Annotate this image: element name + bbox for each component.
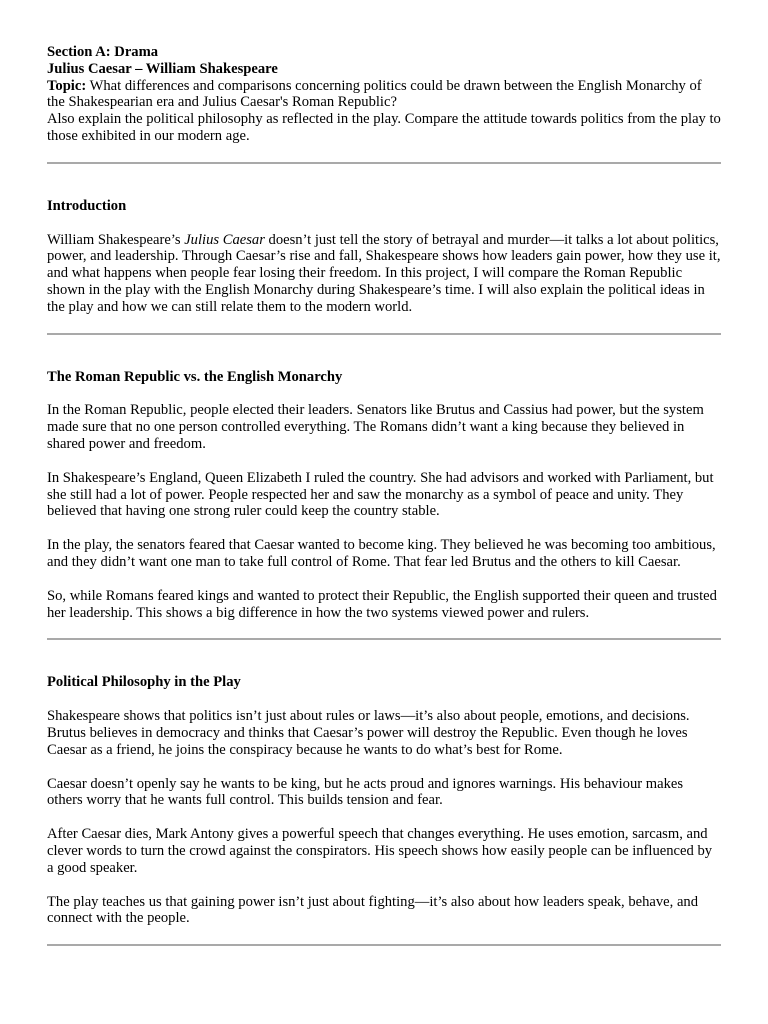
philosophy-paragraph: The play teaches us that gaining power isn’t just about fighting—it’s also about how leaders speak, behave, and connect with the people. (47, 893, 699, 927)
instructions-text: Also explain the political philosophy as reflected in the play. Compare the attitude towards politics from the play to those exhibited in our modern age. (47, 111, 721, 144)
topic-label: Topic: (47, 77, 87, 94)
topic-line (47, 78, 721, 112)
introduction-section (47, 198, 721, 316)
section-divider (47, 638, 721, 640)
comparison-paragraph: So, while Romans feared kings and wanted to protect their Republic, the English supported their queen and trusted her leadership. This shows a big difference in how the two systems viewed power and rulers. (47, 587, 717, 621)
play-title-italic: Julius Caesar (184, 231, 265, 248)
philosophy-heading: Political Philosophy in the Play (47, 674, 241, 691)
philosophy-paragraph: After Caesar dies, Mark Antony gives a powerful speech that changes everything. He uses emotion, sarcasm, and clever words to turn the crowd against the conspirators. His speech shows how easily people can be influenced by a good speaker. (47, 826, 713, 876)
philosophy-section (47, 674, 721, 927)
philosophy-paragraph: Caesar doesn’t openly say he wants to be king, but he acts proud and ignores warnings. His behaviour makes others worry that he wants full control. This builds tension and fear. (47, 775, 684, 809)
introduction-heading: Introduction (47, 197, 127, 214)
comparison-paragraph: In Shakespeare’s England, Queen Elizabeth I ruled the country. She had advisors and worked with Parliament, but she still had a lot of power. People respected her and saw the monarchy as a symbol of peace and unity. They believed that having one strong ruler could keep the country stable. (47, 469, 714, 520)
play-title: Julius Caesar – William Shakespeare (47, 60, 278, 77)
comparison-section (47, 369, 721, 622)
section-divider (47, 944, 721, 946)
assignment-header (47, 44, 721, 145)
section-divider (47, 162, 721, 164)
philosophy-paragraph: Shakespeare shows that politics isn’t just about rules or laws—it’s also about people, emotions, and decisions. Brutus believes in democracy and thinks that Caesar’s power will destroy the Republic. Even though he loves Caesar as a friend, he joins the conspiracy because he wants to do what’s best for Rome. (47, 708, 690, 758)
introduction-paragraph (47, 232, 721, 316)
comparison-paragraph: In the Roman Republic, people elected their leaders. Senators like Brutus and Cassius had power, but the system made sure that no one person controlled everything. The Romans didn’t want a king because they believed in shared power and freedom. (47, 402, 704, 452)
intro-text-rest: doesn’t just tell the story of betrayal and murder—it talks a lot about politics, power, and leadership. Through Caesar’s rise and fall, Shakespeare shows how leaders gain power, how they use it, and what happens when people fear losing their freedom. In this project, I will compare the Roman Republic shown in the play with the English Monarchy during Shakespeare’s time. I will also explain the political ideas in the play and how we can still relate them to the modern world. (47, 231, 721, 315)
comparison-heading: The Roman Republic vs. the English Monarchy (47, 368, 343, 385)
comparison-paragraph: In the play, the senators feared that Caesar wanted to become king. They believed he was becoming too ambitious, and they didn’t want one man to take full control of Rome. That fear led Brutus and the others to kill Caesar. (47, 537, 716, 570)
intro-text-start: William Shakespeare’s (47, 231, 185, 248)
section-divider (47, 333, 721, 335)
topic-text: What differences and comparisons concerning politics could be drawn between the English Monarchy of the Shakespearian era and Julius Caesar's Roman Republic? (47, 77, 702, 111)
section-label: Section A: Drama (47, 44, 159, 60)
